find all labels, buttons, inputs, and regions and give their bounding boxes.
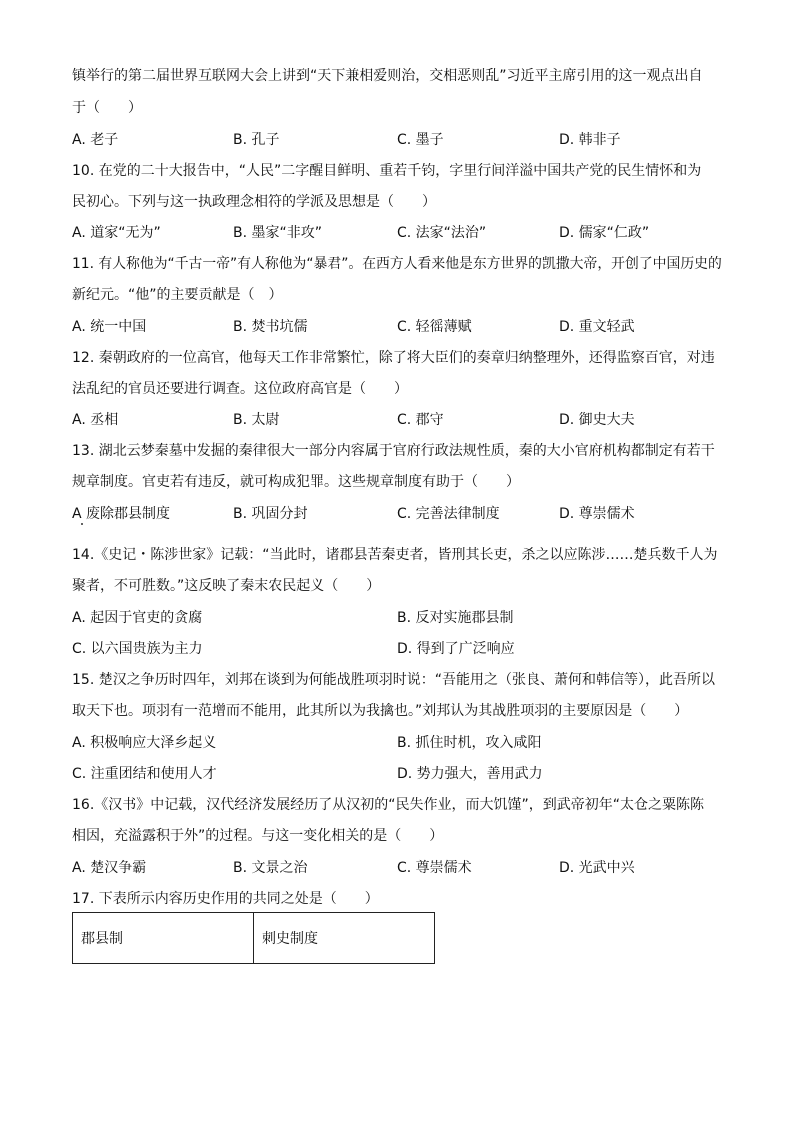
question-16-option-b: B. 文景之治 [233, 860, 308, 876]
question-12-option-a: A. 丞相 [72, 412, 119, 428]
question-14-text-line2: 聚者，不可胜数。”这反映了秦末农民起义（ ） [72, 578, 381, 594]
question-10-text-line2: 民初心。下列与这一执政理念相符的学派及思想是（ ） [72, 194, 436, 210]
question-11-text-line2: 新纪元。“他”的主要贡献是（ ） [72, 287, 283, 303]
question-12-option-d: D. 御史大夫 [559, 412, 635, 428]
question-14-option-b: B. 反对实施郡县制 [397, 610, 514, 626]
question-12-text-line2: 法乱纪的官员还要进行调查。这位政府高官是（ ） [72, 381, 408, 397]
question-9-text-line1: 镇举行的第二届世界互联网大会上讲到“天下兼相爱则治，交相恶则乱”习近平主席引用的这一观点出自 [72, 68, 703, 84]
question-13-option-b: B. 巩固分封 [233, 506, 308, 522]
question-13-text-line2: 规章制度。官吏若有违反，就可构成犯罪。这些规章制度有助于（ ） [72, 474, 520, 490]
stray-dot-mark [81, 523, 83, 525]
question-10-option-c: C. 法家“法治” [397, 225, 487, 241]
question-15-option-c: C. 注重团结和使用人才 [72, 766, 217, 782]
question-17-table [72, 912, 435, 964]
question-12-text-line1: 12. 秦朝政府的一位高官，他每天工作非常繁忙，除了将大臣们的奏章归纳整理外，还得监察百官，对违 [72, 350, 715, 366]
question-15-text-line2: 取天下也。项羽有一范增而不能用，此其所以为我擒也。”刘邦认为其战胜项羽的主要原因是（ ） [72, 703, 689, 719]
question-11-option-a: A. 统一中国 [72, 319, 147, 335]
question-9-text-line2: 于（ ） [72, 100, 142, 116]
question-16-text-line1: 16.《汉书》中记载，汉代经济发展经历了从汉初的“民失作业，而大饥馑”，到武帝初年“太仓之粟陈陈 [72, 797, 705, 813]
question-10-option-d: D. 儒家“仁政” [559, 225, 650, 241]
question-9-option-c: C. 墨子 [397, 132, 444, 148]
question-12-option-b: B. 太尉 [233, 412, 280, 428]
table-cell-county-system: 郡县制 [73, 913, 254, 964]
question-14-option-c: C. 以六国贵族为主力 [72, 641, 203, 657]
question-15-option-b: B. 抓住时机，攻入咸阳 [397, 735, 542, 751]
question-11-option-b: B. 焚书坑儒 [233, 319, 308, 335]
question-14-option-d: D. 得到了广泛响应 [397, 641, 515, 657]
question-9-option-a: A. 老子 [72, 132, 119, 148]
question-16-option-a: A. 楚汉争霸 [72, 860, 147, 876]
question-13-option-d: D. 尊崇儒术 [559, 506, 635, 522]
question-12-option-c: C. 郡守 [397, 412, 444, 428]
table-row [73, 913, 435, 964]
question-13-option-a: A 废除郡县制度 [72, 506, 171, 522]
question-11-option-d: D. 重文轻武 [559, 319, 635, 335]
question-15-text-line1: 15. 楚汉之争历时四年，刘邦在谈到为何能战胜项羽时说：“吾能用之（张良、萧何和韩信等），此吾所以 [72, 672, 715, 688]
question-15-option-d: D. 势力强大，善用武力 [397, 766, 543, 782]
question-15-option-a: A. 积极响应大泽乡起义 [72, 735, 217, 751]
question-16-text-line2: 相因，充溢露积于外”的过程。与这一变化相关的是（ ） [72, 828, 444, 844]
question-16-option-d: D. 光武中兴 [559, 860, 635, 876]
question-10-option-b: B. 墨家“非攻” [233, 225, 323, 241]
question-13-option-c: C. 完善法律制度 [397, 506, 500, 522]
question-10-option-a: A. 道家“无为” [72, 225, 161, 241]
question-16-option-c: C. 尊崇儒术 [397, 860, 472, 876]
question-11-option-c: C. 轻徭薄赋 [397, 319, 472, 335]
question-9-option-b: B. 孔子 [233, 132, 280, 148]
question-14-text-line1: 14.《史记・陈涉世家》记载：“当此时，诸郡县苦秦吏者，皆刑其长吏，杀之以应陈涉……楚兵数千人为 [72, 547, 718, 563]
table-cell-inspector-system: 刺史制度 [254, 913, 435, 964]
question-14-option-a: A. 起因于官吏的贪腐 [72, 610, 203, 626]
question-13-text-line1: 13. 湖北云梦秦墓中发掘的秦律很大一部分内容属于官府行政法规性质，秦的大小官府机构都制定有若干 [72, 443, 715, 459]
question-11-text-line1: 11. 有人称他为“千古一帝”有人称他为“暴君”。在西方人看来他是东方世界的凯撒大帝，开创了中国历史的 [72, 256, 722, 272]
question-17-text-line1: 17. 下表所示内容历史作用的共同之处是（ ） [72, 891, 379, 907]
question-10-text-line1: 10. 在党的二十大报告中，“人民”二字醒目鲜明、重若千钧，字里行间洋溢中国共产党的民生情怀和为 [72, 163, 702, 179]
question-9-option-d: D. 韩非子 [559, 132, 621, 148]
